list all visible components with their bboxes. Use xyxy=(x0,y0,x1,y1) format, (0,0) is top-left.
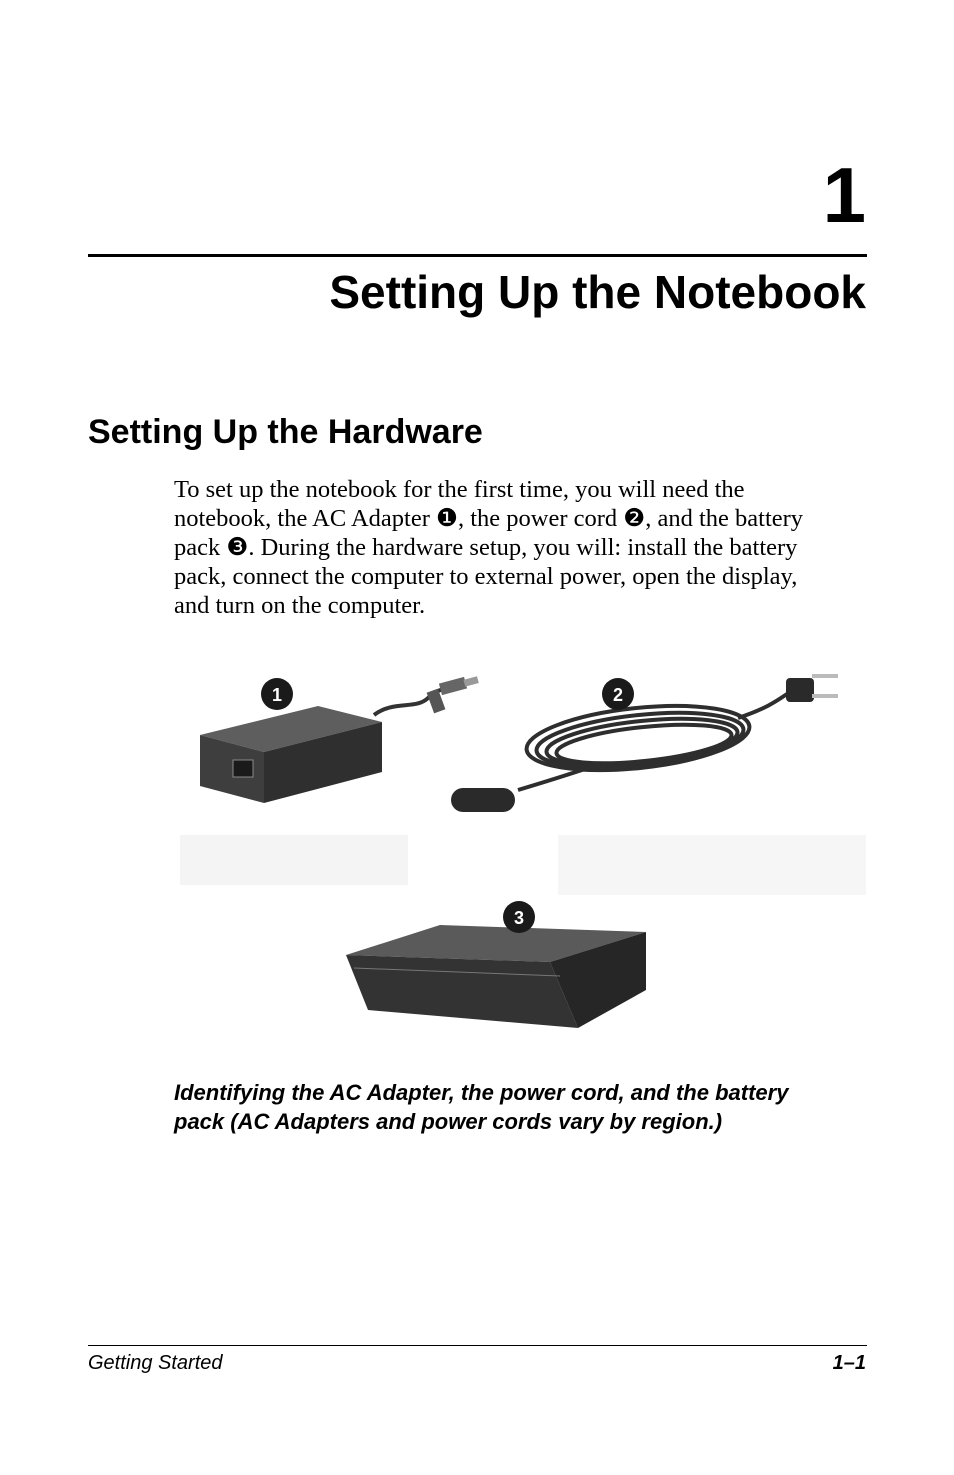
svg-text:1: 1 xyxy=(271,685,283,705)
body-paragraph xyxy=(174,475,864,620)
callout-1 xyxy=(261,678,293,710)
figure-caption xyxy=(174,1078,874,1136)
chapter-rule xyxy=(88,254,867,257)
power-plug-illustration xyxy=(451,674,838,812)
chapter-title: Setting Up the Notebook xyxy=(329,266,866,318)
footer-title: Getting Started xyxy=(88,1352,223,1374)
page-number: 1–1 xyxy=(832,1352,866,1374)
paragraph-line: pack ❸. During the hardware setup, you will: install the battery xyxy=(174,534,798,561)
chapter-number: 1 xyxy=(822,151,866,239)
caption-line: pack (AC Adapters and power cords vary by region.) xyxy=(174,1109,723,1134)
paragraph-line: pack, connect the computer to external power, open the display, xyxy=(174,563,798,590)
footer-rule xyxy=(88,1345,867,1346)
paragraph-line: notebook, the AC Adapter ❶, the power cord ❷, and the battery xyxy=(174,505,804,532)
hardware-figure xyxy=(178,660,868,1040)
callout-2 xyxy=(602,678,634,710)
section-heading: Setting Up the Hardware xyxy=(88,413,483,451)
svg-text:2: 2 xyxy=(612,685,624,705)
paragraph-line: and turn on the computer. xyxy=(174,592,426,619)
ac-adapter-illustration xyxy=(200,676,479,803)
callout-3 xyxy=(503,901,535,933)
battery-pack-illustration xyxy=(346,925,646,1028)
svg-text:3: 3 xyxy=(513,908,525,928)
power-cord-illustration xyxy=(518,692,790,790)
caption-line: Identifying the AC Adapter, the power cord, and the battery xyxy=(174,1080,789,1105)
hardware-illustration xyxy=(178,660,868,1040)
paragraph-line: To set up the notebook for the first time, you will need the xyxy=(174,476,745,503)
